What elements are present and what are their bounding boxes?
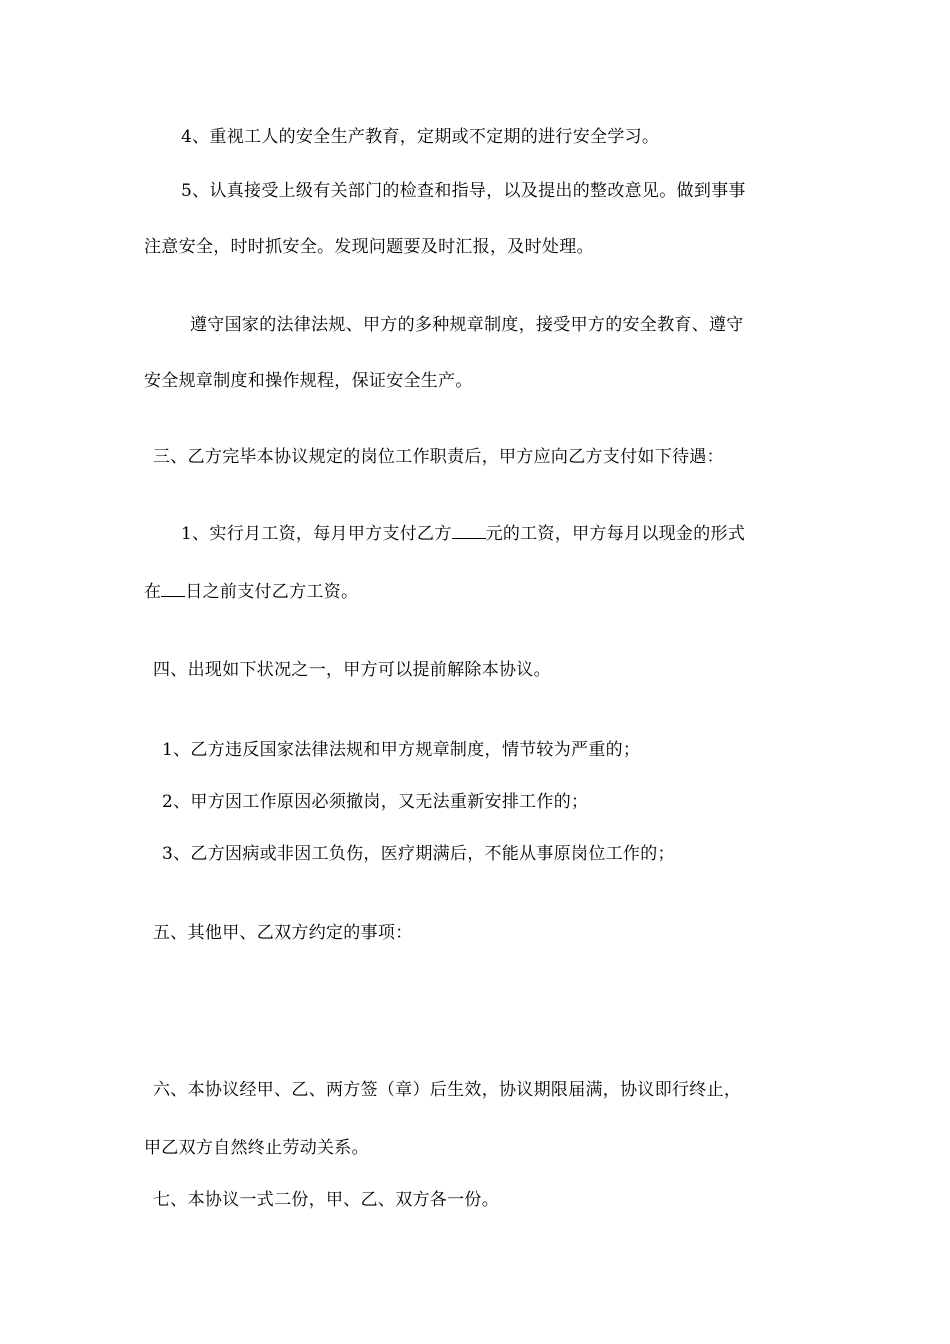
salary-clause-text-b: 元的工资，甲方每月以现金的形式: [485, 524, 746, 544]
termination-item-1: 1、乙方违反国家法律法规和甲方规章制度，情节较为严重的；: [162, 740, 641, 760]
termination-item-3: 3、乙方因病或非因工负伤，医疗期满后，不能从事原岗位工作的；: [162, 844, 675, 864]
section-six-line2: 甲乙双方自然终止劳动关系。: [144, 1138, 369, 1158]
section-five-heading: 五、其他甲、乙双方约定的事项：: [153, 923, 413, 943]
salary-clause-line2: [144, 580, 358, 603]
salary-day-blank: [161, 580, 185, 597]
compliance-paragraph-line1: 遵守国家的法律法规、甲方的多种规章制度，接受甲方的安全教育、遵守: [190, 315, 744, 335]
compliance-paragraph-line2: 安全规章制度和操作规程，保证安全生产。: [144, 371, 473, 391]
section-six-line1: 六、本协议经甲、乙、两方签（章）后生效，协议期限届满，协议即行终止，: [153, 1080, 742, 1100]
salary-amount-blank: [452, 522, 486, 539]
salary-clause-text-a: 1、实行月工资，每月甲方支付乙方: [181, 524, 452, 544]
salary-day-text-a: 在: [144, 582, 162, 602]
section-four-heading: 四、出现如下状况之一，甲方可以提前解除本协议。: [153, 660, 551, 680]
section-seven: 七、本协议一式二份，甲、乙、双方各一份。: [153, 1190, 499, 1210]
clause-item-5-line2: 注意安全，时时抓安全。发现问题要及时汇报，及时处理。: [144, 237, 594, 257]
salary-clause-line1: [181, 522, 745, 545]
salary-day-text-b: 日之前支付乙方工资。: [185, 582, 359, 602]
clause-item-5-line1: 5、认真接受上级有关部门的检查和指导，以及提出的整改意见。做到事事: [181, 181, 746, 201]
section-three-heading: 三、乙方完毕本协议规定的岗位工作职责后，甲方应向乙方支付如下待遇：: [153, 447, 724, 467]
clause-item-4: 4、重视工人的安全生产教育，定期或不定期的进行安全学习。: [181, 127, 660, 147]
termination-item-2: 2、甲方因工作原因必须撤岗，又无法重新安排工作的；: [162, 792, 589, 812]
